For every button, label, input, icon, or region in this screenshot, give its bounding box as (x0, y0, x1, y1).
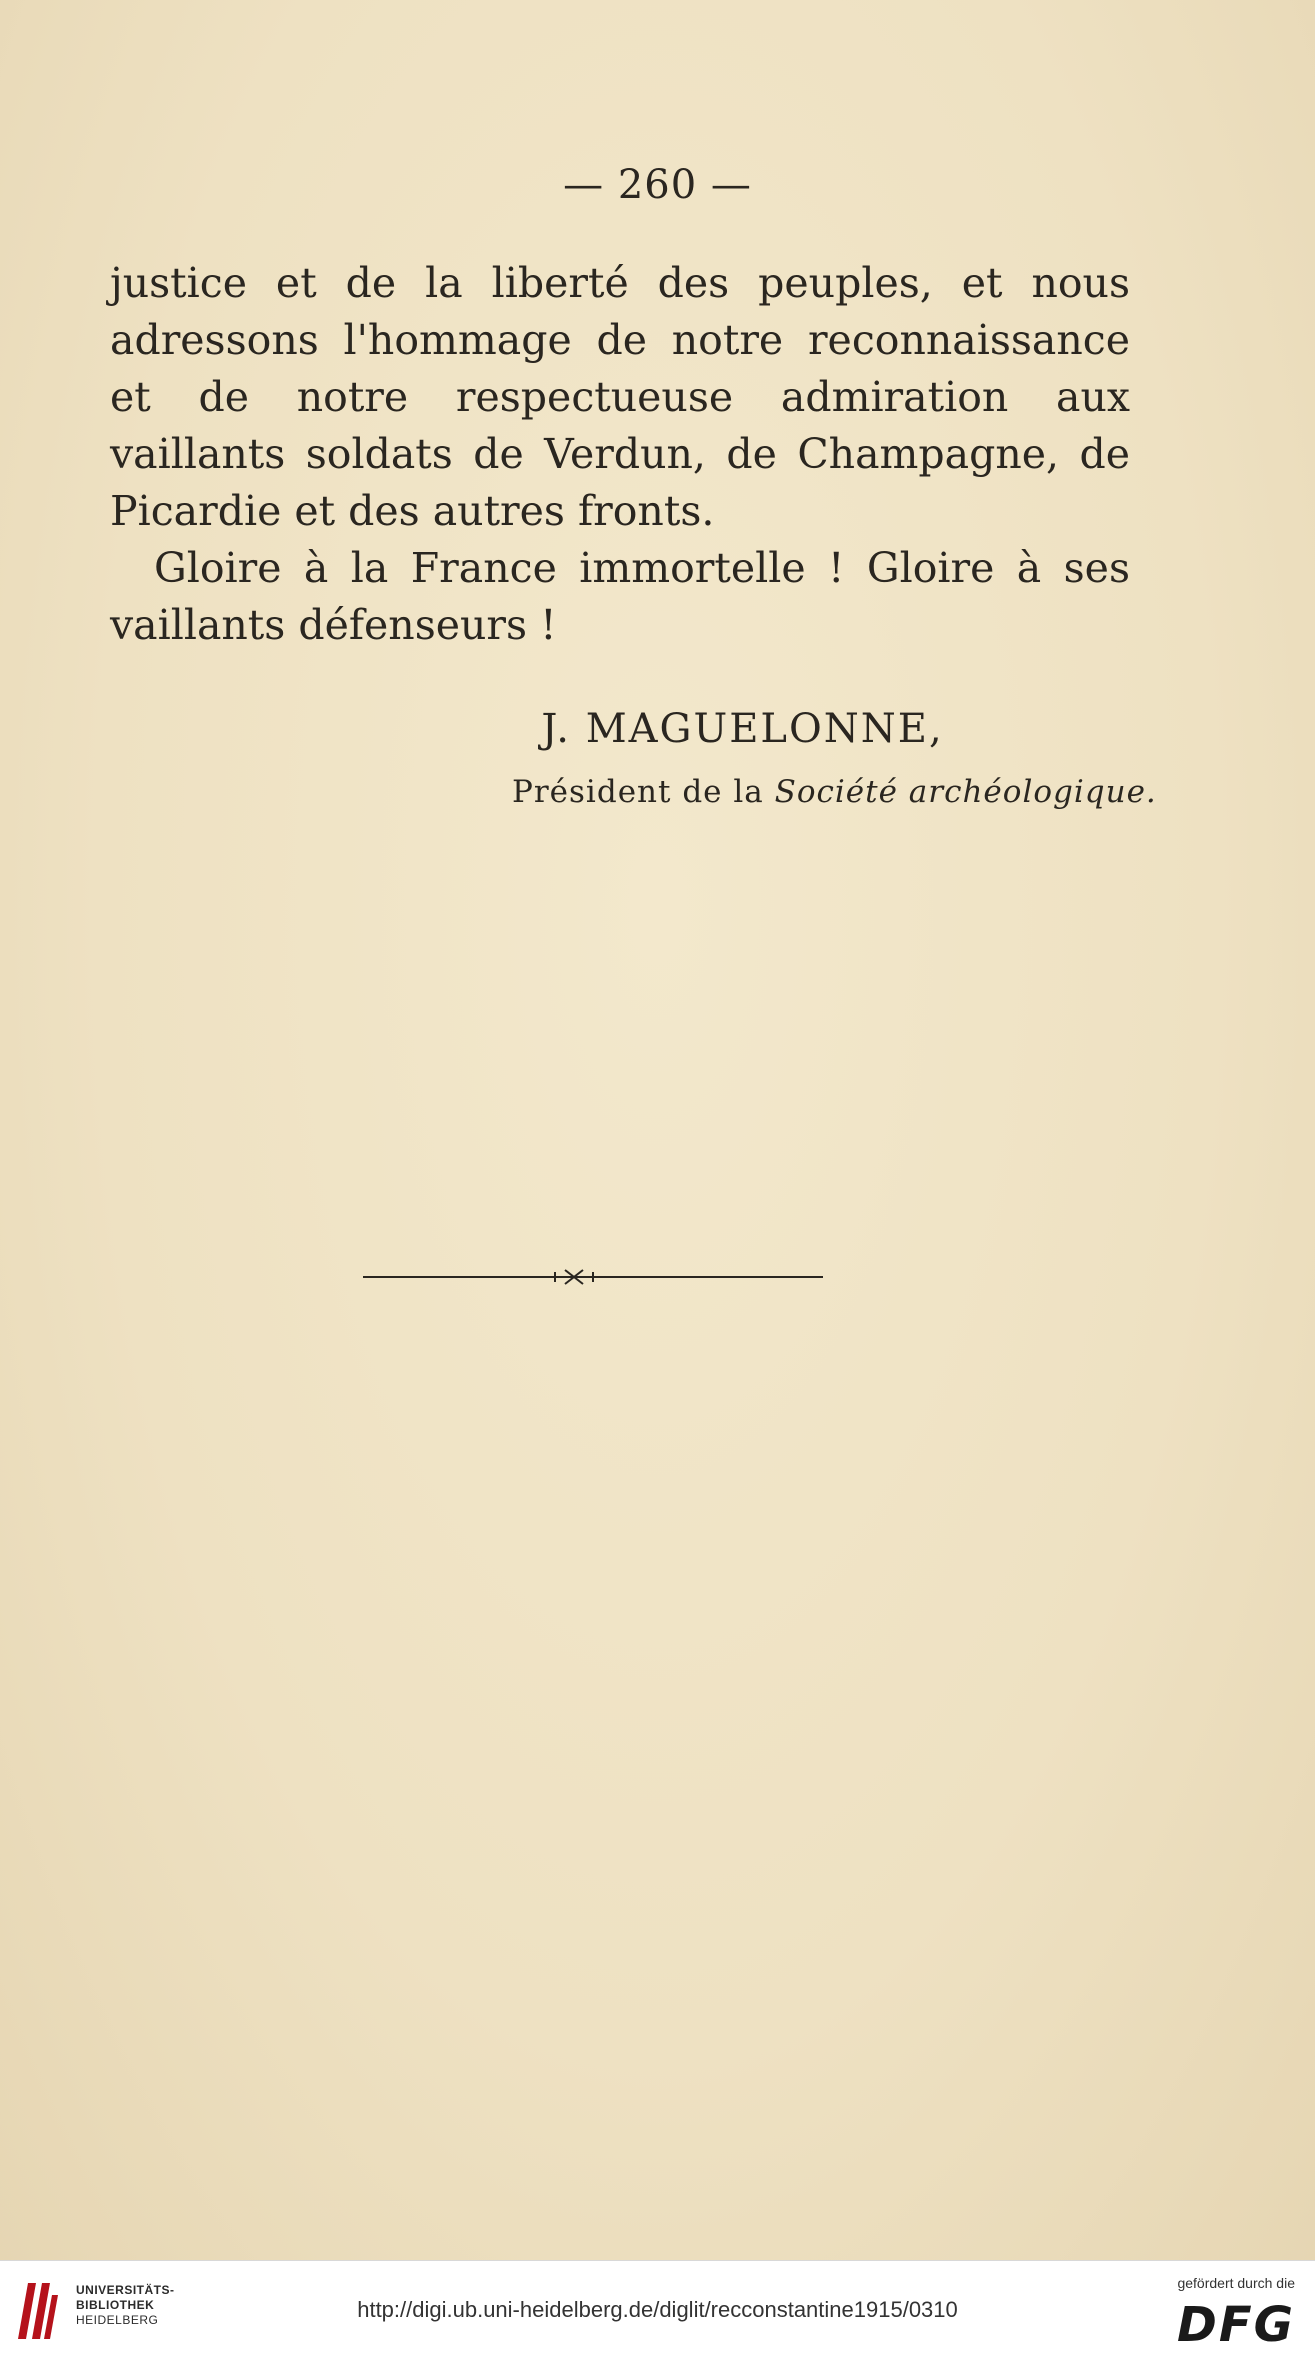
footer-bar (0, 2260, 1315, 2358)
signature-title (512, 774, 1157, 810)
title-prefix: Président de la (512, 774, 764, 810)
library-name-line1: UNIVERSITÄTS- (76, 2283, 175, 2297)
society-name: Société archéologique. (774, 774, 1157, 810)
sponsor-label: gefördert durch die (1177, 2275, 1295, 2291)
library-name-line3: HEIDELBERG (76, 2313, 159, 2327)
paragraph-closing: justice et de la liberté des peuples, et nous adressons l'hommage de notre reconnaissance et de notre respectueuse admiration aux vaillants soldats de Verdun, de Champagne, de Picardie et des autres fronts. (110, 259, 1130, 535)
permalink-url[interactable]: http://digi.ub.uni-heidelberg.de/diglit/recconstantine1915/0310 (357, 2297, 958, 2322)
page-number: — 260 — (563, 162, 752, 208)
paragraph-gloire: Gloire à la France immortelle ! Gloire à ses vaillants défenseurs ! (110, 544, 1130, 649)
dfg-logo: DFG (1176, 2297, 1295, 2353)
divider-ornament (363, 1262, 823, 1292)
library-name-line2: BIBLIOTHEK (76, 2298, 155, 2312)
signature-name: J. MAGUELONNE, (541, 706, 944, 752)
